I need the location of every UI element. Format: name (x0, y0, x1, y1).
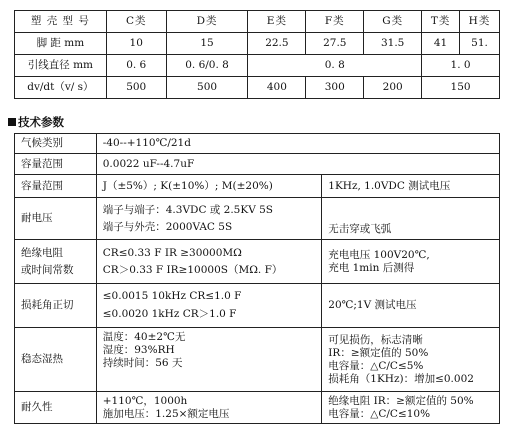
cell-line: 湿度：93%RH (102, 344, 175, 356)
section-heading (8, 114, 64, 130)
header-cell: H类 (460, 11, 500, 33)
table-row (15, 11, 500, 33)
row-label: 引线直径 mm (15, 55, 107, 77)
table-cell: 200 (364, 77, 422, 99)
cell-line: 充电电压 100V20℃, (328, 248, 430, 261)
table-cell (96, 284, 322, 328)
table-cell: 31.5 (364, 33, 422, 55)
row-label (15, 240, 97, 284)
table-cell: 0. 6/0. 8 (166, 55, 248, 77)
table-row (15, 392, 500, 424)
cell-line: 端子与端子：4.3VDC 或 2.5KV 5S (102, 203, 273, 216)
table-cell: 0.0022 uF--4.7uF (96, 154, 499, 175)
package-dimension-table (14, 10, 500, 99)
table-row (15, 55, 500, 77)
table-row (15, 328, 500, 392)
table-row (15, 240, 500, 284)
technical-parameters-table (14, 133, 500, 424)
header-cell: E类 (248, 11, 306, 33)
cell-line: 温度：40±2℃无 (102, 331, 186, 343)
table-cell: 500 (106, 77, 166, 99)
row-label: 气候类别 (15, 134, 97, 154)
row-label: 容量范围 (15, 154, 97, 175)
table-cell (96, 392, 322, 424)
table-cell: 41 (422, 33, 460, 55)
cell-line: IR：≥额定值的 50% (328, 346, 429, 359)
cell-line: 绝缘电阻 IR：≥额定值的 50% (328, 394, 474, 407)
row-label: 损耗角正切 (15, 284, 97, 328)
cell-line: 电容量：△C/C≤5% (328, 359, 424, 372)
table-cell: J（±5%）; K(±10%）; M(±20%) (96, 175, 322, 198)
header-cell: G类 (364, 11, 422, 33)
cell-line: +110℃，1000h (102, 394, 188, 407)
table-cell: 10 (106, 33, 166, 55)
cell-line: 可见损伤，标志清晰 (328, 333, 423, 346)
cell-line: 损耗角（1KHz)：增加≤0.002 (328, 372, 474, 385)
table-row (15, 284, 500, 328)
table-cell: 150 (422, 77, 500, 99)
table-row (15, 198, 500, 240)
square-bullet-icon (8, 118, 16, 126)
table-cell: 300 (306, 77, 364, 99)
label-line: 绝缘电阻 (21, 246, 63, 259)
table-cell (322, 240, 500, 284)
header-cell: 塑 壳 型 号 (15, 11, 107, 33)
row-label: 容量范围 (15, 175, 97, 198)
cell-line: 电容量：△C/C≤10% (328, 407, 431, 420)
row-label: 耐久性 (15, 392, 97, 424)
cell-line: 充电 1min 后测得 (328, 261, 415, 274)
table-cell: 0. 6 (106, 55, 166, 77)
table-cell (322, 392, 500, 424)
cell-line: CR≤0.33 F IR ≥30000MΩ (102, 246, 242, 259)
row-label: 耐电压 (15, 198, 97, 240)
table-cell: -40--+110℃/21d (96, 134, 499, 154)
section-title: 技术参数 (18, 115, 64, 129)
table-row (15, 154, 500, 175)
row-label: 脚 距 mm (15, 33, 107, 55)
row-label: dv/dt（v/ s） (15, 77, 107, 99)
table-row (15, 33, 500, 55)
cell-line: 施加电压：1.25×额定电压 (102, 407, 230, 420)
row-label: 稳态湿热 (15, 328, 97, 392)
table-cell (96, 328, 322, 392)
table-cell: 1KHz, 1.0VDC 测试电压 (322, 175, 500, 198)
cell-line: 持续时间：56 天 (102, 357, 183, 369)
cell-line: ≤0.0020 1kHz CR＞1.0 F (102, 308, 237, 320)
table-row (15, 175, 500, 198)
cell-line: 端子与外壳：2000VAC 5S (102, 220, 233, 233)
header-cell: C类 (106, 11, 166, 33)
table-cell (322, 328, 500, 392)
header-cell: D类 (166, 11, 248, 33)
table-cell: 27.5 (306, 33, 364, 55)
label-line: 或时间常数 (21, 263, 74, 276)
table-cell: 15 (166, 33, 248, 55)
header-cell: F类 (306, 11, 364, 33)
table-cell (96, 240, 322, 284)
table-cell: 0. 8 (248, 55, 422, 77)
table-row (15, 134, 500, 154)
table-cell: 500 (166, 77, 248, 99)
header-cell: T类 (422, 11, 460, 33)
table-cell: 无击穿或飞弧 (322, 198, 500, 240)
table-cell: 22.5 (248, 33, 306, 55)
table-cell: 1. 0 (422, 55, 500, 77)
cell-line: ≤0.0015 10kHz CR≤1.0 F (102, 290, 242, 302)
table-cell: 51. (460, 33, 500, 55)
table-row (15, 77, 500, 99)
table-cell (96, 198, 322, 240)
table-cell: 20℃;1V 测试电压 (322, 284, 500, 328)
table-cell: 400 (248, 77, 306, 99)
cell-line: CR＞0.33 F IR≥10000S（MΩ. F） (102, 263, 283, 276)
